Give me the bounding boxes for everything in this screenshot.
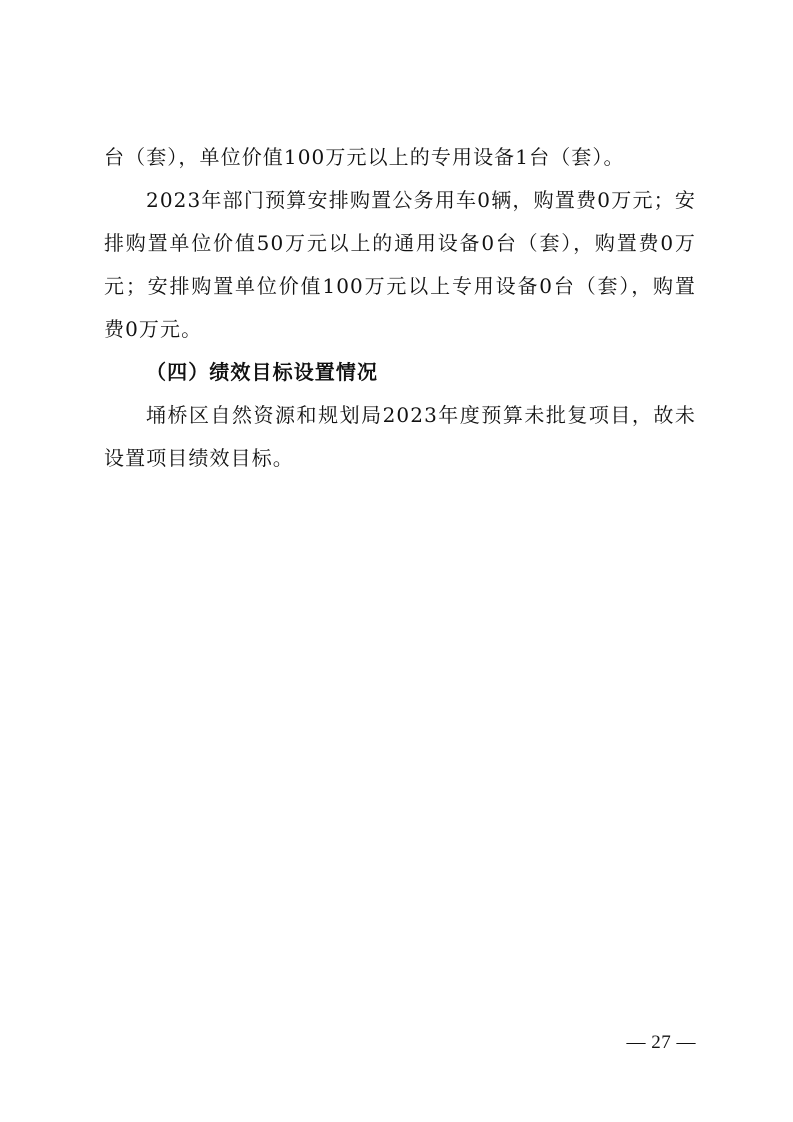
page-number: — 27 — bbox=[626, 1032, 696, 1053]
paragraph-equipment-continued: 台（套），单位价值100万元以上的专用设备1台（套）。 bbox=[104, 145, 625, 169]
paragraph-purchase-budget: 2023年部门预算安排购置公务用车0辆，购置费0万元；安排购置单位价值50万元以上的通用设备0台（套），购置费0万元；安排购置单位价值100万元以上专用设备0台（套），购置费0万元。 bbox=[104, 188, 696, 341]
document-body bbox=[104, 136, 696, 480]
section-heading-performance-goals: （四）绩效目标设置情况 bbox=[146, 360, 379, 384]
paragraph-performance-goals: 埇桥区自然资源和规划局2023年度预算未批复项目，故未设置项目绩效目标。 bbox=[104, 403, 696, 470]
